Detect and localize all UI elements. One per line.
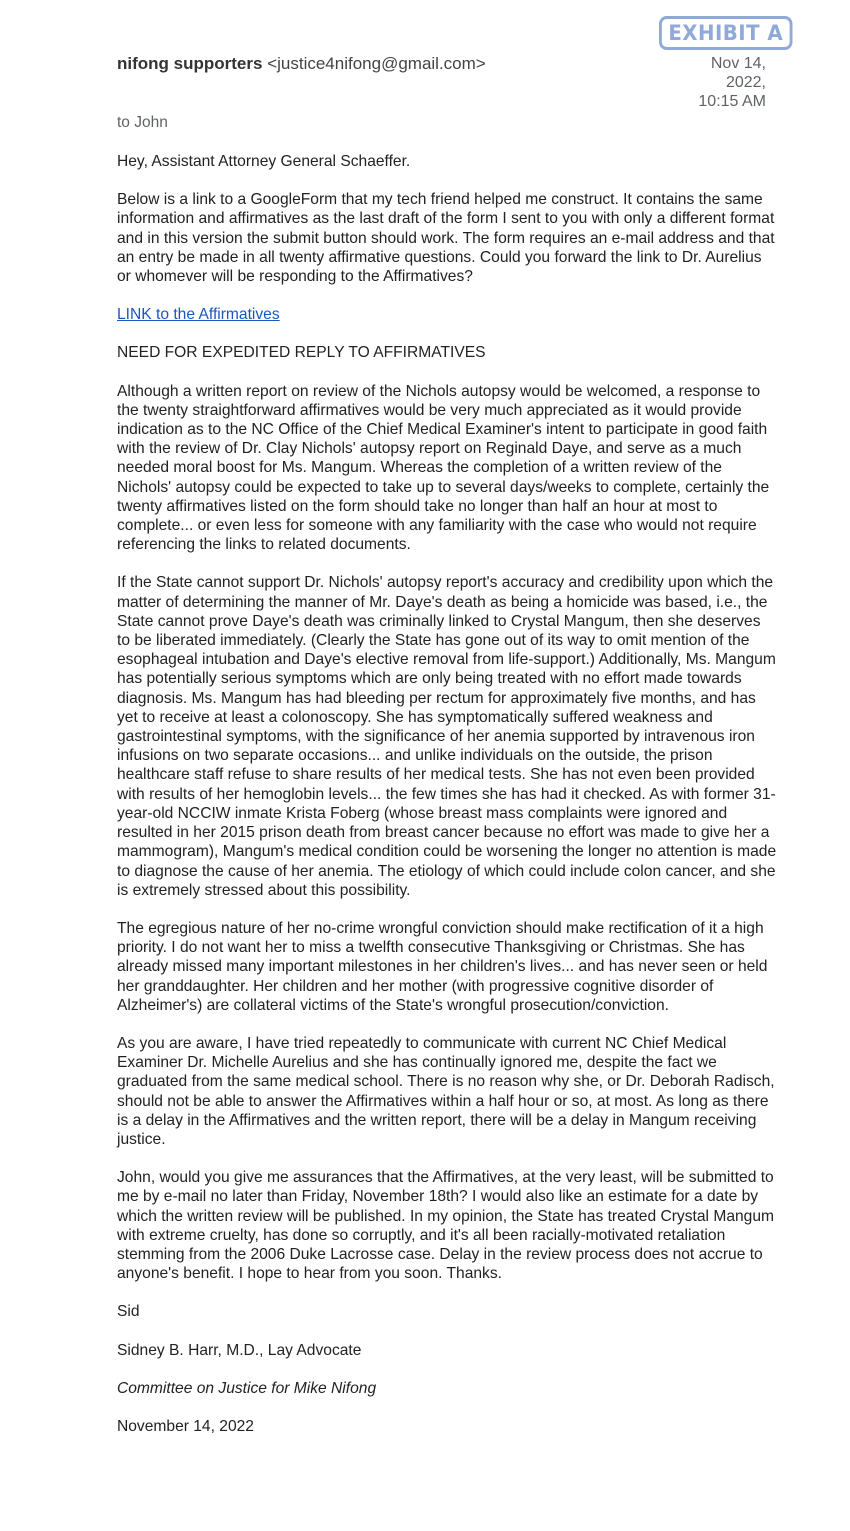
paragraph-egregious: The egregious nature of her no-crime wrongful conviction should make rectification of it a high priority. I do not want her to miss a twelfth consecutive Thanksgiving or Christmas. She has already missed many important milestones in her children's lives... and has never seen or held her granddaughter. Her children and her mother (with progressive cognitive disorder of Alzheimer's) are collateral victims of the State's wrongful prosecution/conviction. bbox=[117, 919, 768, 1014]
sender-email: <justice4nifong@gmail.com> bbox=[267, 54, 486, 73]
paragraph-intro: Below is a link to a GoogleForm that my tech friend helped me construct. It contains the same information and affirmatives as the last draft of the form I sent to you with only a different format and in this version the submit button should work. The form requires an e-mail address and that an entry be made in all twenty affirmative questions. Could you forward the link to Dr. Aurelius or whomever will be responding to the Affirmatives? bbox=[117, 191, 775, 286]
email-body bbox=[117, 152, 777, 1455]
paragraph-aurelius: As you are aware, I have tried repeatedly to communicate with current NC Chief Medical Examiner Dr. Michelle Aurelius and she has continually ignored me, despite the fact we graduated from the same medical school. There is no reason why she, or Dr. Deborah Radisch, should not be able to answer the Affirmatives within a half hour or so, at most. As long as there is a delay in the Affirmatives and the written report, there will be a delay in Mangum receiving justice. bbox=[117, 1034, 775, 1148]
signature-organization: Committee on Justice for Mike Nifong bbox=[117, 1379, 377, 1397]
greeting: Hey, Assistant Attorney General Schaeffer. bbox=[117, 153, 411, 170]
section-heading: NEED FOR EXPEDITED REPLY TO AFFIRMATIVES bbox=[117, 344, 486, 362]
paragraph-state-support: If the State cannot support Dr. Nichols' autopsy report's accuracy and credibility upon which the matter of determining the manner of Mr. Daye's death as being a homicide was based, i.e., the State cannot prove Daye's death was criminally linked to Crystal Mangum, then she deserves to be liberated immediately. (Clearly the State has gone out of its way to omit mention of the esophageal intubation and Daye's elective removal from life-support.) Additionally, Ms. Mangum has potentially serious symptoms which are only being treated with no effort made towards diagnosis. Ms. Mangum has had bleeding per rectum for approximately five months, and has yet to receive at least a colonoscopy. She has symptomatically suffered weakness and gastrointestinal symptoms, with the significance of her anemia supported by intravenous iron infusions on two separate occasions... and unlike individuals on the outside, the prison healthcare staff refuse to share results of her medical tests. She has not even been provided with results of her hemoglobin levels... the few times she has had it checked. As with former 31-year-old NCCIW inmate Krista Foberg (whose breast mass complaints were ignored and resulted in her 2015 prison death from breast cancer because no effort was made to give her a mammogram), Mangum's medical condition could be worsening the longer no attention is made to diagnose the cause of her anemia. The etiology of which could include colon cancer, and she is extremely stressed about this possibility. bbox=[117, 574, 777, 899]
signature-block bbox=[117, 1302, 777, 1436]
signature-full-name: Sidney B. Harr, M.D., Lay Advocate bbox=[117, 1341, 362, 1359]
timestamp-time: 10:15 AM bbox=[698, 93, 766, 110]
paragraph-assurances: John, would you give me assurances that the Affirmatives, at the very least, will be submitted to me by e-mail no later than Friday, November 18th? I would also like an estimate for a date by which the written review will be published. In my opinion, the State has treated Crystal Mangum with extreme cruelty, has done so corruptly, and it's all been racially-motivated retaliation stemming from the 2006 Duke Lacrosse case. Delay in the review process does not accrue to anyone's benefit. I hope to hear from you soon. Thanks. bbox=[117, 1169, 774, 1283]
recipient-line: to John bbox=[117, 114, 168, 131]
sender-line bbox=[117, 54, 486, 74]
signature-short-name: Sid bbox=[117, 1303, 140, 1321]
signature-date: November 14, 2022 bbox=[117, 1417, 254, 1435]
email-timestamp bbox=[676, 54, 766, 111]
timestamp-year: 2022, bbox=[725, 74, 766, 91]
sender-name: nifong supporters bbox=[117, 54, 263, 73]
exhibit-stamp: EXHIBIT A bbox=[659, 16, 792, 50]
affirmatives-link[interactable]: LINK to the Affirmatives bbox=[117, 306, 280, 324]
timestamp-date: Nov 14, bbox=[710, 55, 766, 72]
paragraph-expedited: Although a written report on review of the Nichols autopsy would be welcomed, a response to the twenty straightforward affirmatives would be very much appreciated as it would provide indication as to the NC Office of the Chief Medical Examiner's intent to participate in good faith with the review of Dr. Clay Nichols' autopsy report on Reginald Daye, and serve as a much needed moral boost for Ms. Mangum. Whereas the completion of a written review of the Nichols' autopsy could be expected to take up to several days/weeks to complete, certainly the twenty affirmatives listed on the form should take no longer than half an hour at most to complete... or even less for someone with any familiarity with the case who would not require referencing the links to related documents. bbox=[117, 382, 770, 554]
